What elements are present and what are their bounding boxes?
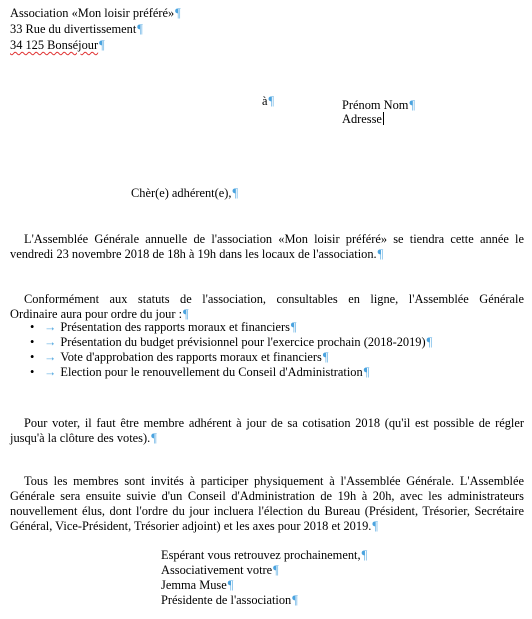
paragraph-line: Général, Vice-Président, Trésorier adjoint) et les axes pour 2018 et 2019.¶ <box>10 519 378 533</box>
paragraph-voting[interactable] <box>10 416 524 446</box>
sender-street: 33 Rue du divertissement <box>10 22 137 36</box>
paragraph-statutes[interactable] <box>10 292 524 322</box>
paragraph-line: nouvellement élus, dont l'ordre du jour incluera l'élection du Bureau (Président, Trésorier, Secrétaire <box>10 504 524 518</box>
greeting: Chèr(e) adhérent(e), <box>131 186 232 200</box>
tab-arrow-icon: → <box>44 350 57 364</box>
recipient-address: Adresse <box>342 112 382 126</box>
pilcrow-icon: ¶ <box>175 6 181 20</box>
paragraph-line: Pour voter, il faut être membre adhérent à jour de sa cotisation 2018 (qu'il est possible de régler <box>24 416 524 430</box>
list-item[interactable]: • → Vote d'approbation des rapports moraux et financiers¶ <box>30 350 329 364</box>
signature-title: Présidente de l'association <box>161 593 292 607</box>
sender-street-line[interactable] <box>10 22 143 36</box>
recipient-to-line[interactable] <box>262 94 274 108</box>
pilcrow-icon: ¶ <box>363 365 370 379</box>
signature-title-line[interactable] <box>161 593 298 607</box>
text-cursor <box>383 112 384 125</box>
pilcrow-icon: ¶ <box>290 320 297 334</box>
agenda-list <box>30 320 432 380</box>
paragraph-line: Ordinaire aura pour ordre du jour :¶ <box>10 307 189 321</box>
sender-city-line[interactable] <box>10 38 105 52</box>
pilcrow-icon: ¶ <box>292 593 298 607</box>
list-item[interactable]: • → Présentation du budget prévisionnel pour l'exercice prochain (2018-2019)¶ <box>30 335 433 349</box>
pilcrow-icon: ¶ <box>322 350 329 364</box>
paragraph-members[interactable] <box>10 474 524 534</box>
paragraph-line: L'Assemblée Générale annuelle de l'association «Mon loisir préféré» se tiendra cette année le <box>24 232 524 246</box>
tab-arrow-icon: → <box>44 320 57 334</box>
pilcrow-icon: ¶ <box>426 335 433 349</box>
bullet-icon: • <box>30 335 35 349</box>
pilcrow-icon: ¶ <box>377 247 384 261</box>
pilcrow-icon: ¶ <box>183 307 189 321</box>
pilcrow-icon: ¶ <box>268 94 275 108</box>
paragraph-assembly[interactable] <box>10 232 524 262</box>
sender-city: 34 125 Bonséjour <box>10 38 99 52</box>
sender-org-line[interactable] <box>10 6 181 20</box>
paragraph-line: Conformément aux statuts de l'association, consultables en ligne, l'Assemblée Générale <box>24 292 524 306</box>
closing-text: Espérant vous retrouvez prochainement, <box>161 548 361 562</box>
recipient-address-line[interactable] <box>342 112 384 126</box>
pilcrow-icon: ¶ <box>372 519 378 533</box>
tab-arrow-icon: → <box>44 335 57 349</box>
pilcrow-icon: ¶ <box>137 22 143 36</box>
closing-line[interactable] <box>161 548 367 562</box>
recipient-to: à <box>262 94 268 108</box>
tab-arrow-icon: → <box>44 365 57 379</box>
pilcrow-icon: ¶ <box>361 548 368 562</box>
pilcrow-icon: ¶ <box>99 38 105 52</box>
signature-name-line[interactable] <box>161 578 233 592</box>
recipient-name-line[interactable] <box>342 98 415 112</box>
paragraph-line: vendredi 23 novembre 2018 de 18h à 19h dans les locaux de l'association.¶ <box>10 247 384 261</box>
pilcrow-icon: ¶ <box>232 186 239 200</box>
bullet-icon: • <box>30 350 35 364</box>
bullet-icon: • <box>30 320 35 334</box>
pilcrow-icon: ¶ <box>227 578 234 592</box>
signature-name: Jemma Muse <box>161 578 227 592</box>
pilcrow-icon: ¶ <box>151 431 157 445</box>
list-item[interactable]: • → Présentation des rapports moraux et financiers¶ <box>30 320 297 334</box>
closing-text: Associativement votre <box>161 563 273 577</box>
paragraph-line: Générale sera ensuite suivie d'un Conseil d'Administration de 19h à 20h, avec les administrateurs <box>10 489 524 503</box>
recipient-name: Prénom Nom <box>342 98 409 112</box>
bullet-icon: • <box>30 365 35 379</box>
greeting-line[interactable] <box>131 186 238 200</box>
closing-line[interactable] <box>161 563 279 577</box>
sender-org: Association «Mon loisir préféré» <box>10 6 175 20</box>
pilcrow-icon: ¶ <box>409 98 416 112</box>
list-item[interactable]: • → Election pour le renouvellement du Conseil d'Administration¶ <box>30 365 370 379</box>
pilcrow-icon: ¶ <box>273 563 279 577</box>
paragraph-line: Tous les membres sont invités à participer physiquement à l'Assemblée Générale. L'Assemblée <box>24 474 524 488</box>
paragraph-line: jusqu'à la clôture des votes).¶ <box>10 431 157 445</box>
